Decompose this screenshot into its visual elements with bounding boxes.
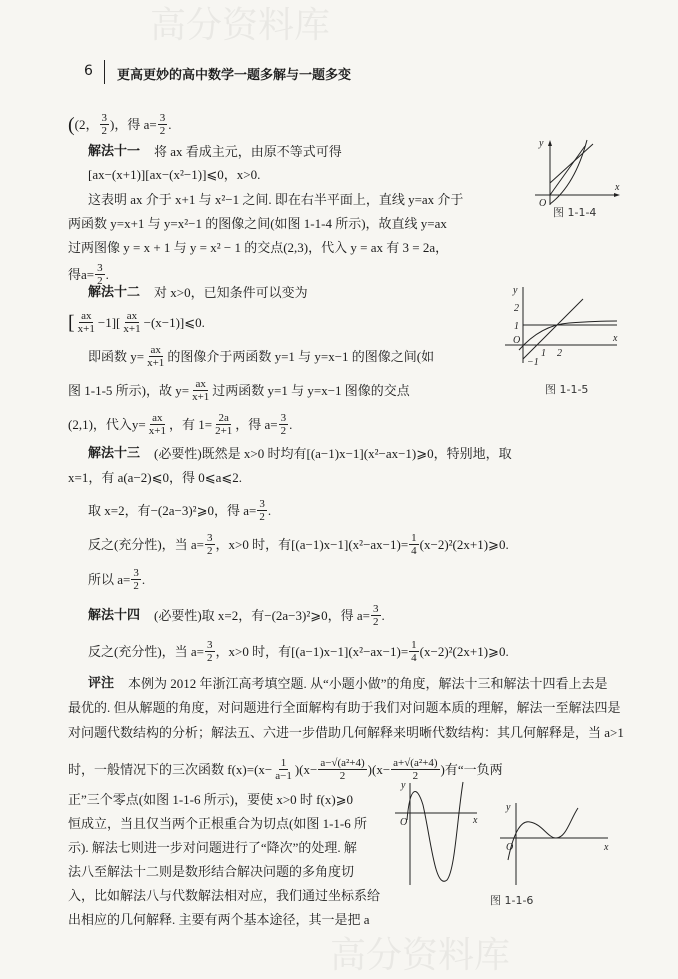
text-line: 正”三个零点(如图 1-1-6 所示)，要使 x>0 时 f(x)⩾0 <box>68 792 354 807</box>
x-axis-label: x <box>604 842 609 853</box>
cubic-tangent-curve <box>508 808 578 860</box>
y-tick-label: 2 <box>514 303 519 314</box>
text-line: 示). 解法七则进一步对问题进行了“降次”的处理. 解 <box>68 840 357 855</box>
text-line: 出相应的几何解释. 主要有两个基本途径，其一是把 a <box>68 912 370 927</box>
text-line: ( (2， $\frac{3}{2}$ )，得 a= $\frac{3}{2}$ . <box>68 112 172 137</box>
line-y-ax <box>550 146 585 195</box>
x-tick-label: 1 <box>541 348 546 359</box>
text-line: 反之(充分性)，当 a= $\frac{3}{2}$ ，x>0 时，有[(a−1)x−1](x²−ax−1)= $\frac{1}{4}$ (x−2)²(2x+1)⩾0. <box>88 532 509 557</box>
x-axis-label: x <box>613 333 618 344</box>
text-line: 对问题代数结构的分析；解法五、六进一步借助几何解释来明晰代数结构：其几何解释是，当 a>1 <box>68 725 624 740</box>
watermark: 高分资料库 <box>150 5 331 46</box>
cubic-curve <box>407 782 463 881</box>
origin-label: O <box>513 335 521 346</box>
text-line: 这表明 ax 介于 x+1 与 x²−1 之间. 即在右半平面上，直线 y=ax 介于 <box>88 192 464 207</box>
text-line: 法八至解法十二则是数形结合解决问题的多角度切 <box>68 864 355 879</box>
x-axis-label: x <box>615 182 620 193</box>
figure-1-1-5 <box>505 285 625 368</box>
figure-1-1-4 <box>535 138 620 209</box>
y-tick-label: 1 <box>514 321 519 332</box>
watermark: 高分资料库 <box>330 935 511 976</box>
origin-label: O <box>539 198 547 209</box>
axis-arrows <box>548 140 620 197</box>
running-title: 更高更妙的高中数学一题多解与一题多变 <box>117 68 352 83</box>
text-line: x=1，有 a(a−2)⩽0，得 0⩽a⩽2. <box>68 470 243 485</box>
text-line: [ax−(x+1)][ax−(x²−1)]⩽0，x>0. <box>88 167 261 182</box>
header-divider <box>104 60 105 84</box>
text-line: [ $\frac{ax}{x+1}$ −1][ $\frac{ax}{x+1}$ −(x−1)]⩽0. <box>68 310 205 335</box>
text-line: 两函数 y=x+1 与 y=x²−1 的图像之间(如图 1-1-4 所示)，故直线 y=ax <box>68 216 447 231</box>
y-axis-label: y <box>539 138 544 149</box>
text-line: 图 1-1-5 所示)，故 y= $\frac{ax}{x+1}$ 过两函数 y=1 与 y=x−1 图像的交点 <box>68 378 410 403</box>
solution-12-heading: 解法十二 对 x>0，已知条件可以变为 <box>88 285 308 300</box>
text-line: 入，比如解法八与代数解法相对应，我们通过坐标系给 <box>68 888 381 903</box>
figure-1-1-6-left <box>395 780 480 885</box>
text-line: 所以 a= $\frac{3}{2}$ . <box>88 567 146 592</box>
text-line: 时，一般情况下的三次函数 f(x)=(x− $\frac{1}{a-1}$ )(x− $\frac{\text{a−√(a²+4)}}{2}$ )(x− $\frac{\text{a+√(a²+4)}}{2}$ )有“一负两 <box>68 757 503 782</box>
origin-label: O <box>506 842 514 853</box>
text-line: 最优的. 但从解题的角度，对问题进行全面解构有助于我们对问题本质的理解，解法一至解法四是 <box>68 700 621 715</box>
solution-14-heading: 解法十四 (必要性)取 x=2，有−(2a−3)²⩾0，得 a= $\frac{3}{2}$ . <box>88 603 385 628</box>
figure-caption: 图 1-1-5 <box>545 383 589 396</box>
y-axis-label: y <box>401 780 406 791</box>
solution-13-heading: 解法十三 (必要性)既然是 x>0 时均有[(a−1)x−1](x²−ax−1)⩾0，特别地，取 <box>88 446 512 461</box>
text-line: 即函数 y= $\frac{ax}{x+1}$ 的图像介于两函数 y=1 与 y=x−1 的图像之间(如 <box>88 344 435 369</box>
figure-caption: 图 1-1-4 <box>553 206 597 219</box>
line-y-x-plus-1 <box>550 144 593 183</box>
solution-11-heading: 解法十一 将 ax 看成主元，由原不等式可得 <box>88 144 342 159</box>
text-line: 恒成立，当且仅当两个正根重合为切点(如图 1-1-6 所 <box>68 816 367 831</box>
x-axis-label: x <box>473 815 478 826</box>
y-axis-label: y <box>513 285 518 296</box>
text-line: 反之(充分性)，当 a= $\frac{3}{2}$ ，x>0 时，有[(a−1)x−1](x²−ax−1)= $\frac{1}{4}$ (x−2)²(2x+1)⩾0. <box>88 639 509 664</box>
text-line: 得a= $\frac{3}{2}$ . <box>68 262 109 287</box>
text-line: 取 x=2，有−(2a−3)²⩾0，得 a= $\frac{3}{2}$ . <box>88 498 272 523</box>
parabola-curve <box>550 140 587 204</box>
comment-heading: 评注 本例为 2012 年浙江高考填空题. 从“小题小做”的角度，解法十三和解法十四看上去是 <box>88 676 608 691</box>
figure-1-1-6-right <box>500 800 610 885</box>
y-tick-label: −1 <box>527 357 539 368</box>
text-line: 过两图像 y = x + 1 与 y = x² − 1 的交点(2,3)，代入 y = ax 有 3 = 2a， <box>68 240 449 255</box>
text-line: (2,1)，代入y= $\frac{ax}{x+1}$ ，有 1= $\frac{2a}{2+1}$ ，得 a= $\frac{3}{2}$ . <box>68 412 293 437</box>
page-number: 6 <box>84 63 93 79</box>
figure-caption: 图 1-1-6 <box>490 894 534 907</box>
y-axis-label: y <box>506 802 511 813</box>
line-y-x-minus-1 <box>523 299 583 359</box>
x-tick-label: 2 <box>557 348 562 359</box>
origin-label: O <box>400 817 408 828</box>
